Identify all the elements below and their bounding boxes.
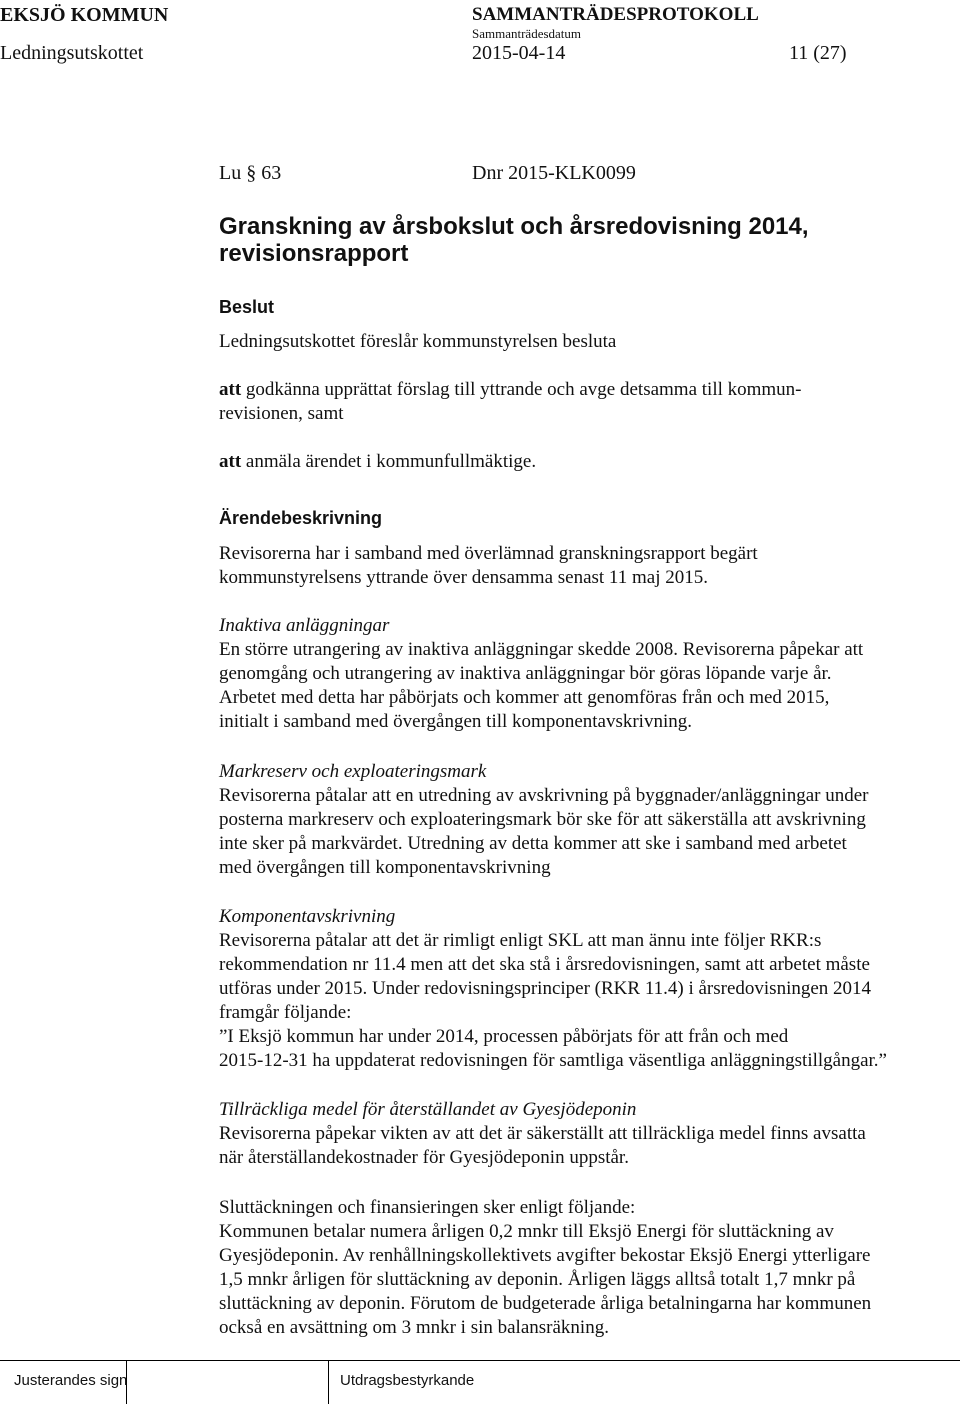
quote-line: 2015-12-31 ha uppdaterat redovisningen för samtliga väsentliga anläggningstillgångar.” [219, 1050, 887, 1071]
text-line: En större utrangering av inaktiva anläggningar skedde 2008. Revisorerna påpekar att [219, 639, 864, 660]
page-title [219, 213, 919, 267]
section-landfill-funds [219, 1098, 866, 1170]
text-line: Gyesjödeponin. Av renhållningskollektivets avgifter bekostar Eksjö Energi ytterligare [219, 1245, 871, 1266]
decision-item-1 [219, 378, 802, 426]
case-description-heading: Ärendebeskrivning [219, 508, 383, 528]
text-line: Revisorerna påtalar att en utredning av avskrivning på byggnader/anläggningar under [219, 785, 869, 806]
committee-name: Ledningsutskottet [0, 42, 144, 64]
meeting-date: 2015-04-14 [472, 42, 566, 64]
text-line: initialt i samband med övergången till komponentavskrivning. [219, 711, 692, 732]
decision-item-2-text: anmäla ärendet i kommunfullmäktige. [241, 451, 537, 472]
decision-item-1-line-2: revisionen, samt [219, 403, 344, 424]
page-number: 11 (27) [789, 42, 847, 64]
text-line: posterna markreserv och exploateringsmark bör ske för att säkerställa att avskrivning [219, 809, 866, 830]
decision-item-1-text: godkänna upprättat förslag till yttrande och avge detsamma till kommun- [241, 379, 802, 400]
section-inactive-assets [219, 614, 863, 734]
text-line: när återställandekostnader för Gyesjödeponin uppstår. [219, 1147, 629, 1168]
text-line: sluttäckning av deponin. Förutom de budgeterade årliga betalningarna har kommunen [219, 1293, 872, 1314]
subheading-land-reserve: Markreserv och exploateringsmark [219, 761, 487, 782]
text-line: inte sker på markvärdet. Utredning av detta kommer att ske i samband med arbetet [219, 833, 847, 854]
title-line-2: revisionsrapport [219, 240, 409, 267]
subheading-component-depreciation: Komponentavskrivning [219, 906, 396, 927]
text-line: 1,5 mnkr årligen för sluttäckning av deponin. Årligen läggs alltså totalt 1,7 mnkr på [219, 1269, 856, 1290]
diary-number: Dnr 2015-KLK0099 [472, 162, 636, 184]
text-line: Sluttäckningen och finansieringen sker enligt följande: [219, 1197, 636, 1218]
quote-line: ”I Eksjö kommun har under 2014, processen påbörjats för att från och med [219, 1026, 789, 1047]
text-line: Revisorerna påpekar vikten av att det är säkerställt att tillräckliga medel finns avsatta [219, 1123, 866, 1144]
section-land-reserve [219, 760, 868, 880]
text-line: med övergången till komponentavskrivning [219, 857, 551, 878]
footer-divider [0, 1360, 960, 1361]
section-component-depreciation [219, 905, 887, 1073]
subheading-landfill-funds: Tillräckliga medel för återställandet av Gyesjödeponin [219, 1099, 637, 1120]
decision-item-1-line-1 [219, 378, 802, 402]
org-name: EKSJÖ KOMMUN [0, 4, 169, 26]
case-paragraph-1 [219, 542, 758, 590]
text-line: genomgång och utrangering av inaktiva anläggningar bör göras löpande varje år. [219, 663, 832, 684]
document-type: SAMMANTRÄDESPROTOKOLL [472, 4, 759, 25]
text-line: också en avsättning om 3 mnkr i sin balansräkning. [219, 1317, 609, 1338]
text-line: utföras under 2015. Under redovisningsprinciper (RKR 11.4) i årsredovisningen 2014 [219, 978, 872, 999]
footer-separator [328, 1361, 329, 1404]
text-line: Revisorerna påtalar att det är rimligt enligt SKL att man ännu inte följer RKR:s [219, 930, 822, 951]
text-line: kommunstyrelsens yttrande över densamma senast 11 maj 2015. [219, 567, 708, 588]
certification-label: Utdragsbestyrkande [340, 1372, 475, 1389]
section-financing [219, 1196, 871, 1340]
date-label: Sammanträdesdatum [472, 26, 582, 41]
signature-label: Justerandes sign [14, 1372, 128, 1389]
subheading-inactive-assets: Inaktiva anläggningar [219, 615, 390, 636]
decision-heading: Beslut [219, 297, 275, 317]
text-line: Arbetet med detta har påbörjats och kommer att genomföras från och med 2015, [219, 687, 830, 708]
text-line: rekommendation nr 11.4 men att det ska stå i årsredovisningen, samt att arbetet måste [219, 954, 870, 975]
att-keyword: att [219, 379, 242, 400]
text-line: framgår följande: [219, 1002, 352, 1023]
section-number: Lu § 63 [219, 162, 282, 184]
decision-item-2 [219, 450, 536, 474]
text-line: Revisorerna har i samband med överlämnad granskningsrapport begärt [219, 543, 758, 564]
text-line: Kommunen betalar numera årligen 0,2 mnkr till Eksjö Energi för sluttäckning av [219, 1221, 834, 1242]
decision-intro: Ledningsutskottet föreslår kommunstyrelsen besluta [219, 331, 617, 352]
title-line-1: Granskning av årsbokslut och årsredovisning 2014, [219, 213, 809, 240]
att-keyword: att [219, 451, 242, 472]
